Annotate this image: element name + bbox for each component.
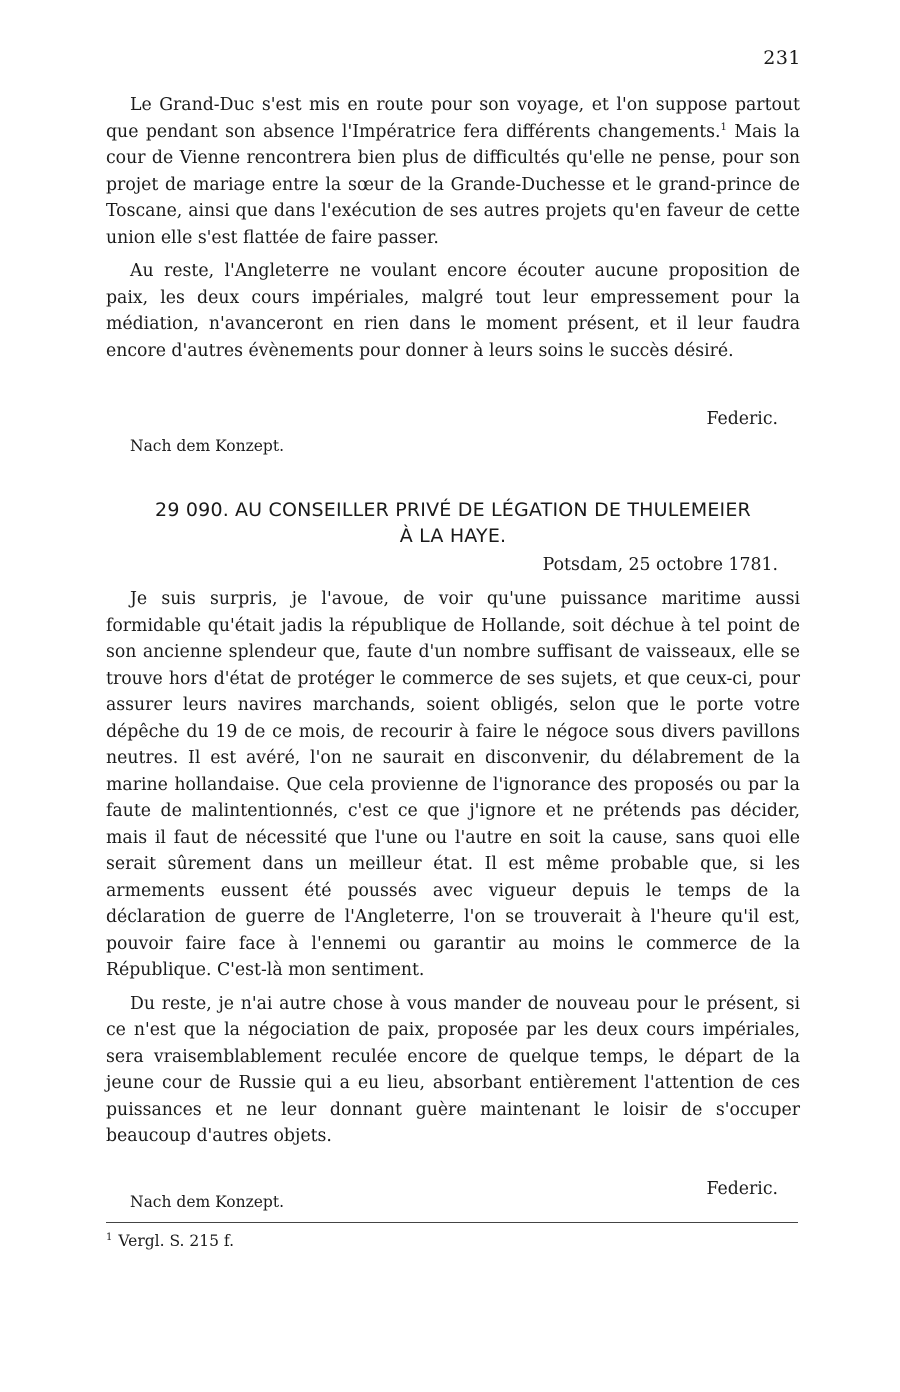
letter2-paragraph-2: Du reste, je n'ai autre chose à vous mander de nouveau pour le présent, si ce n'est que la négociation de paix, proposée par les deux cours impériales, sera vraisemblablement reculée encore de quelque temps, le départ de la jeune cour de Russie qui a eu lieu, absorbant entièrement l'attention de ces puissances et ne leur donnant guère maintenant le loisir de s'occuper beaucoup d'autres objets. [106, 993, 800, 1146]
letter2-recipient: AU CONSEILLER PRIVÉ DE LÉGATION DE THULEMEIER [234, 499, 751, 521]
letter1-source-note: Nach dem Konzept. [130, 437, 285, 455]
letter-continuation [106, 92, 800, 371]
letter1-paragraph-1-text: Le Grand-Duc s'est mis en route pour son voyage, et l'on suppose partout que pendant son absence l'Impératrice fera différents changements. [106, 95, 800, 142]
letter1-paragraph-1 [106, 92, 800, 251]
page-number: 231 [763, 47, 801, 69]
letter2-source-note: Nach dem Konzept. [130, 1193, 285, 1211]
footnote-mark: 1 [106, 1232, 113, 1243]
letter2-heading-line-1 [106, 497, 800, 523]
footnote-divider [106, 1222, 798, 1223]
footnote-reference: 1 [720, 121, 727, 133]
letter1-signature: Federic. [706, 409, 778, 429]
letter2-dateline: Potsdam, 25 octobre 1781. [542, 555, 778, 575]
letter1-paragraph-1-text-cont: Mais la cour de Vienne rencontrera bien plus de difficultés qu'elle ne pense, pour son projet de mariage entre la sœur de la Grande-Duchesse et le grand-prince de Toscane, ainsi que dans l'exécution de ses autres projets qu'en faveur de cette union elle s'est flattée de faire passer. [106, 121, 800, 248]
letter2-signature: Federic. [706, 1179, 778, 1199]
letter1-paragraph-2: Au reste, l'Angleterre ne voulant encore écouter aucune proposition de paix, les deux cours impériales, malgré tout leur empressement pour la médiation, n'avanceront en rien dans le moment présent, et il leur faudra encore d'autres évènements pour donner à leurs soins le succès désiré. [106, 261, 800, 361]
letter1-closing [106, 408, 800, 456]
letter2-heading-line-2: À LA HAYE. [399, 525, 507, 547]
letter2-number: 29 090. [155, 499, 229, 521]
letter2-body [106, 586, 800, 1157]
footnote-text: Vergl. S. 215 f. [118, 1232, 235, 1251]
letter2-paragraph-1: Je suis surpris, je l'avoue, de voir qu'une puissance maritime aussi formidable qu'était jadis la république de Hollande, soit déchue à tel point de son ancienne splendeur que, faute d'un nombre suffisant de vaisseaux, elle se trouve hors d'état de protéger le commerce de ses sujets, et que ceux-ci, pour assurer leurs navires marchands, soient obligés, selon que le porte votre dépêche du 19 de ce mois, de recourir à faire le négoce sous divers pavillons neutres. Il est avéré, l'on ne saurait en disconvenir, du délabrement de la marine hollandaise. Que cela provienne de l'ignorance des proposés ou par la faute de malintentionnés, c'est ce que j'ignore et ne prétends pas décider, mais il faut de nécessité que l'une ou l'autre en soit la cause, sans quoi elle serait sûrement dans un meilleur état. Il est même probable que, si les armements eussent été poussés avec vigueur depuis le temps de la déclaration de guerre de l'Angleterre, l'on se trouverait à l'heure qu'il est, pouvoir faire face à l'ennemi ou garantir au moins le commerce de la République. C'est-là mon sentiment. [106, 589, 800, 980]
footnote [106, 1232, 234, 1250]
letter2-heading [106, 497, 800, 549]
letter2-source [106, 1192, 800, 1212]
